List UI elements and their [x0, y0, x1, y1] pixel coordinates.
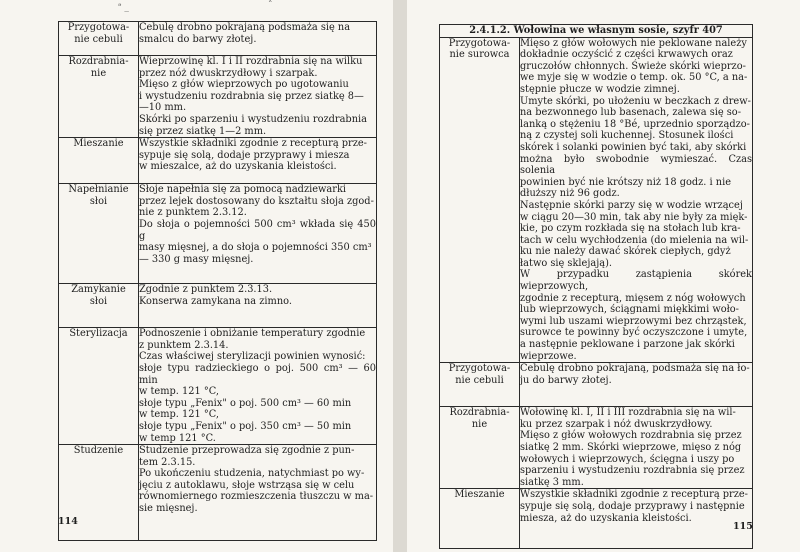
description-line: Cebulę drobno pokrajaną podsmaża się na: [139, 22, 351, 33]
description-line: słoje typu „Fenix" o poj. 500 cm³ — 60 min: [139, 397, 352, 409]
description-line: miesza, aż do uzyskania kleistości.: [520, 512, 692, 524]
description-line: Następnie skórki parzy się w wodzie wrzącej: [520, 199, 743, 211]
description-line: a następnie peklowane i parzone jak skórki: [520, 339, 735, 351]
table-row: [59, 445, 377, 541]
description-line: W przypadku zastąpienia skórek wieprzowych,: [520, 269, 752, 293]
table-row: [440, 37, 753, 363]
step-label: [59, 184, 139, 284]
description-line: Studzenie przeprowadza się zgodnie z pun-: [139, 445, 355, 457]
table-row: [59, 328, 377, 445]
step-label: [440, 489, 520, 549]
page-number: 115: [733, 521, 753, 532]
description-line: z punktem 2.3.14.: [139, 339, 229, 351]
step-label-line: Przygotowa-: [67, 22, 130, 33]
description-line: wieprzowe.: [520, 350, 577, 362]
description-line: Konserwa zamykana na zimno.: [139, 295, 292, 307]
description-line: Umyte skórki, po ułożeniu w beczkach z drew-: [520, 95, 751, 107]
description-line: nie z punktem 2.3.12.: [139, 207, 247, 219]
description-line: zgodnie z recepturą, mięsem z nóg wołowych: [520, 292, 746, 304]
description-line: siatkę 3 mm.: [520, 476, 584, 488]
step-label: [440, 363, 520, 407]
title-row: [440, 25, 753, 38]
description-line: surowce te powinny być oczyszczone i umyte,: [520, 327, 748, 339]
step-description: [139, 184, 377, 284]
description-line: w temp. 121 °C,: [139, 386, 219, 398]
step-label: [59, 56, 139, 138]
step-label-line: nie cebuli: [455, 374, 504, 386]
step-label-line: słoi: [89, 195, 108, 207]
description-line: — 330 g masy mięsnej.: [139, 253, 254, 265]
description-line: dłuższy niż 96 godz.: [520, 188, 620, 200]
margin-mark: ˆ: [268, 1, 273, 11]
step-label-line: nie: [90, 67, 107, 79]
description-line: w mieszalce, aż do uzyskania kleistości.: [139, 161, 337, 173]
description-line: Skórki po sparzeniu i wystudzeniu rozdrabnia: [139, 113, 367, 125]
step-label: [59, 22, 139, 56]
step-description: [139, 284, 377, 328]
description-line: przez lejek dostosowany do kształtu słoja zgod-: [139, 195, 374, 207]
step-label-line: Mieszanie: [73, 138, 124, 150]
description-line: jęciu z autoklawu, słoje wstrząsa się w celu: [139, 479, 355, 491]
left-process-table: [58, 21, 377, 541]
right-process-table: [439, 24, 753, 549]
step-label-line: nie cebuli: [74, 33, 123, 45]
description-line: Po ukończeniu studzenia, natychmiast po wy-: [139, 468, 365, 480]
description-line: —10 mm.: [139, 102, 187, 114]
description-line: się przez siatkę 1—2 mm.: [139, 125, 267, 137]
description-line: słoje typu „Fenix" o poj. 350 cm³ — 50 min: [139, 420, 352, 432]
step-label: [440, 407, 520, 489]
step-label: [59, 284, 139, 328]
description-line: i wystudzeniu rozdrabnia się przez siatkę 8—: [139, 90, 364, 102]
description-line: można było swobodnie wymieszać. Czas solenia: [520, 153, 752, 177]
description-line: ku nie należy dawać skórek ciepłych, gdyż: [520, 246, 731, 258]
description-line: w temp. 121 °C,: [139, 409, 219, 421]
description-line: skórek i solanki powinien być taki, aby skórki: [520, 141, 747, 153]
table-row: [59, 56, 377, 138]
step-description: [139, 56, 377, 138]
description-line: łatwo się sklejają).: [520, 257, 613, 269]
table-row: [59, 284, 377, 328]
table-row: [440, 407, 753, 489]
step-label-line: Mieszanie: [454, 489, 505, 501]
step-label-line: Przygotowa-: [448, 37, 511, 49]
step-label-line: słoi: [89, 295, 108, 307]
description-line: równomiernego rozmieszczenia tłuszczu w ma-: [139, 491, 374, 503]
description-line: stępnie płucze w wodzie zimnej.: [520, 83, 680, 95]
description-line: sypuje się solą, dodaje przyprawy i następnie: [520, 500, 745, 512]
description-line: Cebulę drobno pokrajaną, podsmaża się na ło-: [520, 363, 750, 375]
description-line: Mięso z głów wieprzowych po ugotowaniu: [139, 79, 349, 91]
step-label-line: Napełnianie: [68, 184, 129, 196]
description-line: lanką o stężeniu 18 °Bé, uprzednio sporządzo-: [520, 118, 750, 130]
description-line: przez nóż dwuskrzydłowy i szarpak.: [139, 67, 318, 79]
description-line: Zgodnie z punktem 2.3.13.: [139, 284, 273, 296]
table-row: [440, 489, 753, 549]
page-number: 114: [58, 516, 78, 527]
book-gutter: [393, 0, 407, 552]
step-label: [59, 328, 139, 445]
section-title: 2.4.1.2. Wołowina we własnym sosie, szyfr 407: [440, 25, 753, 38]
description-line: Do słoja o pojemności 500 cm³ wkłada się 450 g: [139, 218, 376, 242]
description-line: lub wieprzowych, ściągnami miękkimi woło-: [520, 304, 739, 316]
description-line: ku przez szarpak i nóż dwuskrzydłowy.: [520, 418, 713, 430]
description-line: Słoje napełnia się za pomocą nadziewarki: [139, 184, 347, 196]
description-line: Wszystkie składniki zgodnie z recepturą prze-: [139, 138, 367, 150]
step-label: [440, 37, 520, 363]
margin-mark: ᵊ _: [118, 2, 129, 12]
description-line: na bezwonnego lub basenach, zalewa się so-: [520, 107, 742, 119]
step-description: [139, 445, 377, 541]
description-line: Wieprzowinę kl. I i II rozdrabnia się na wilku: [139, 56, 363, 67]
description-line: w ciągu 20—30 min, tak aby nie były za mięk-: [520, 211, 748, 223]
description-line: Mięso z głów wołowych nie peklowane należy: [520, 37, 747, 49]
step-description: [139, 328, 377, 445]
table-row: [59, 184, 377, 284]
step-description: [139, 22, 377, 56]
step-description: [520, 407, 753, 489]
step-label-line: Rozdrabnia-: [68, 56, 129, 67]
description-line: tem 2.3.15.: [139, 456, 196, 468]
step-description: [520, 37, 753, 363]
description-line: tach w celu wychłodzenia (do mielenia na wil-: [520, 234, 749, 246]
description-line: sie mięsnej.: [139, 503, 198, 515]
description-line: ną z czystej soli kuchennej. Stosunek ilości: [520, 130, 734, 142]
step-label: [59, 138, 139, 184]
step-label-line: Rozdrabnia-: [449, 407, 510, 419]
description-line: ju do barwy złotej.: [520, 374, 612, 386]
step-label-line: Zamykanie: [71, 284, 126, 296]
description-line: siatkę 2 mm. Skórki wieprzowe, mięso z nóg: [520, 442, 742, 453]
description-line: Podnoszenie i obniżanie temperatury zgodnie: [139, 328, 366, 340]
description-line: masy mięsnej, a do słoja o pojemności 350 cm³: [139, 242, 372, 254]
description-line: smalcu do barwy złotej.: [139, 33, 257, 45]
step-description: [520, 489, 753, 549]
description-line: sypuje się solą, dodaje przyprawy i miesza: [139, 149, 350, 161]
description-line: wołowych i wieprzowych, ścięgna i uszy po: [520, 453, 735, 465]
description-line: Wołowinę kl. I, II i III rozdrabnia się na wil-: [520, 407, 736, 419]
step-description: [520, 363, 753, 407]
description-line: wymi lub uszami wieprzowymi bez chrząstek,: [520, 315, 747, 327]
description-line: w temp 121 °C.: [139, 432, 216, 444]
description-line: Mięso z głów wołowych rozdrabnia się przez: [520, 430, 742, 442]
table-row: [440, 363, 753, 407]
description-line: gruczołów chłonnych. Świeże skórki wieprzo-: [520, 60, 746, 72]
step-label-line: nie: [471, 418, 488, 430]
description-line: kie, po czym rozkłada się na stołach lub kra-: [520, 223, 741, 235]
description-line: sparzeniu i wystudzeniu rozdrabnia się przez: [520, 465, 745, 477]
step-description: [139, 138, 377, 184]
step-label-line: Przygotowa-: [448, 363, 511, 375]
description-line: dokładnie oczyścić z części krwawych oraz: [520, 49, 733, 61]
step-label-line: nie surowca: [449, 49, 510, 61]
description-line: powinien być nie krótszy niż 18 godz. i nie: [520, 176, 732, 188]
table-row: [59, 22, 377, 56]
description-line: Czas właściwej sterylizacji powinien wynosić:: [139, 351, 366, 363]
step-label-line: Sterylizacja: [69, 328, 128, 340]
description-line: Wszystkie składniki zgodnie z recepturą prze-: [520, 489, 748, 501]
table-row: [59, 138, 377, 184]
step-label-line: Studzenie: [73, 445, 124, 457]
description-line: słoje typu radzieckiego o poj. 500 cm³ — 60 min: [139, 362, 376, 386]
description-line: we myje się w wodzie o temp. ok. 50 °C, a na-: [520, 72, 748, 84]
